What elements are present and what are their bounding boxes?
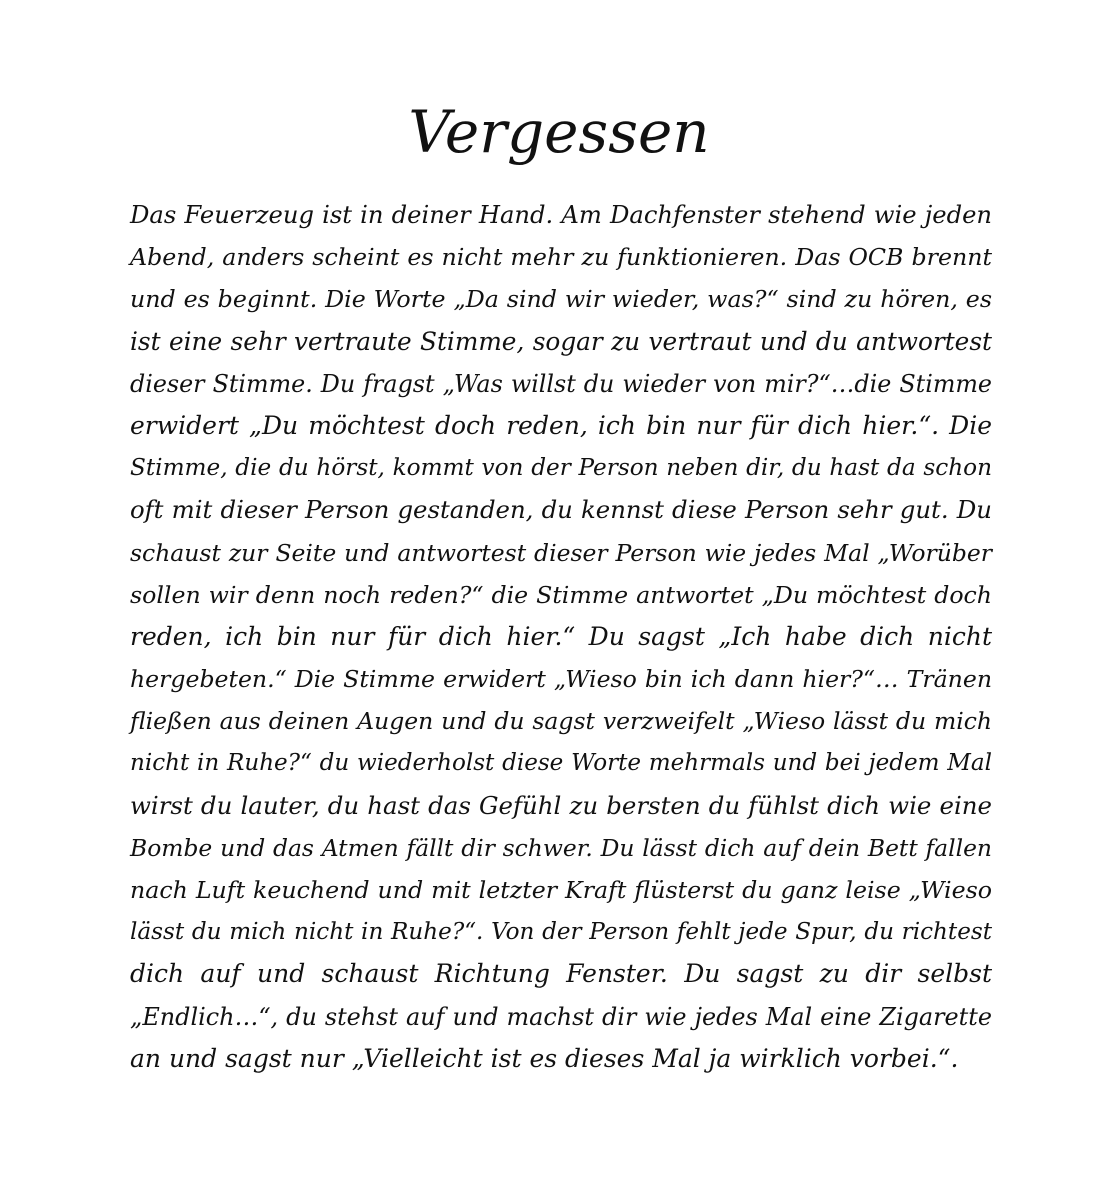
text-line: dieser Stimme. Du fragst „Was willst du wieder von mir?“…die Stimme <box>130 369 992 398</box>
text-line: an und sagst nur „Vielleicht ist es dieses Mal ja wirklich vorbei.“. <box>130 1043 959 1073</box>
text-line: nach Luft keuchend und mit letzter Kraft flüsterst du ganz leise „Wieso <box>130 876 992 904</box>
text-line: wirst du lauter, du hast das Gefühl zu bersten du fühlst dich wie eine <box>130 790 992 820</box>
text-line: ist eine sehr vertraute Stimme, sogar zu vertraut und du antwortest <box>130 326 992 356</box>
text-line: erwidert „Du möchtest doch reden, ich bin nur für dich hier.“. Die <box>130 410 992 440</box>
text-line: und es beginnt. Die Worte „Da sind wir wieder, was?“ sind zu hören, es <box>130 285 992 314</box>
text-line: oft mit dieser Person gestanden, du kennst diese Person sehr gut. Du <box>130 495 992 525</box>
text-line: Bombe und das Atmen fällt dir schwer. Du lässt dich auf dein Bett fallen <box>130 833 992 862</box>
text-line: lässt du mich nicht in Ruhe?“. Von der Person fehlt jede Spur, du richtest <box>130 919 992 946</box>
text-line: Das Feuerzeug ist in deiner Hand. Am Dachfenster stehend wie jeden <box>130 201 992 229</box>
text-line: fließen aus deinen Augen und du sagst verzweifelt „Wieso lässt du mich <box>130 707 992 736</box>
text-line: Stimme, die du hörst, kommt von der Person neben dir, du hast da schon <box>130 455 992 482</box>
text-line: dich auf und schaust Richtung Fenster. Du sagst zu dir selbst <box>130 959 992 989</box>
page-title: Vergessen <box>408 98 710 166</box>
text-line: „Endlich…“, du stehst auf und machst dir wie jedes Mal eine Zigarette <box>130 1002 992 1031</box>
body-paragraph <box>130 194 992 1080</box>
text-line: schaust zur Seite und antwortest dieser Person wie jedes Mal „Worüber <box>130 538 992 567</box>
text-line: Abend, anders scheint es nicht mehr zu funktionieren. Das OCB brennt <box>130 243 992 272</box>
text-line: nicht in Ruhe?“ du wiederholst diese Worte mehrmals und bei jedem Mal <box>130 750 992 777</box>
text-line: sollen wir denn noch reden?“ die Stimme antwortet „Du möchtest doch <box>130 580 992 609</box>
text-line: hergebeten.“ Die Stimme erwidert „Wieso bin ich dann hier?“… Tränen <box>130 665 992 694</box>
text-line: reden, ich bin nur für dich hier.“ Du sagst „Ich habe dich nicht <box>130 621 992 651</box>
